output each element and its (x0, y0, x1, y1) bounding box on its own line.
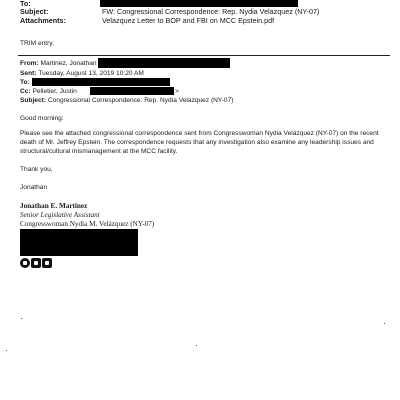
signature-name: Jonathan E. Martinez (20, 202, 88, 210)
header-divider (18, 55, 390, 56)
forward-note: TRIM entry. (20, 40, 54, 47)
fwd-attachments-label: Attachments: (20, 16, 66, 25)
orig-from-value: Martinez, Jonathan (40, 60, 97, 67)
orig-sent-label: Sent: (20, 70, 39, 77)
orig-cc-row (20, 88, 77, 96)
redaction-from-email (98, 58, 230, 68)
orig-to-label: To: (20, 79, 30, 86)
social-icons (20, 258, 52, 268)
orig-cc-label: Cc: (20, 88, 33, 95)
scan-speck (196, 345, 197, 346)
orig-subject-label: Subject: (20, 97, 48, 104)
orig-from-label: From: (20, 60, 41, 67)
closing: Thank you, (20, 166, 53, 173)
scan-speck (384, 323, 385, 324)
fwd-to-label: To: (20, 0, 31, 8)
scan-speck (21, 318, 22, 319)
instagram-icon[interactable] (20, 258, 30, 268)
orig-from-row (20, 60, 97, 68)
attachment-link[interactable]: Velazquez Letter to BOP and FBI on MCC Epstein.pdf (102, 16, 275, 25)
orig-subject-value: Congressional Correspondence: Rep. Nydia Velazquez (NY-07) (47, 97, 234, 104)
signature-title: Senior Legislative Assistant (20, 211, 100, 219)
body-paragraph: Please see the attached congressional correspondence sent from Congresswoman Nydia Velázquez (NY-07) on the recent death of Mr. Jeffrey Epstein. The correspondence requests that any investigation also examine any leadership issues and structural/cultural mismanagement at the MCC facility. (20, 130, 379, 156)
orig-subject-row (20, 97, 233, 105)
redaction-fwd-to (100, 0, 298, 7)
signoff: Jonathan (20, 184, 48, 191)
orig-cc-trailing: > (175, 88, 179, 95)
orig-cc-value: Pelletier, Justin (32, 88, 77, 95)
youtube-icon[interactable] (42, 258, 52, 268)
twitter-icon[interactable] (31, 258, 41, 268)
orig-sent-value: Tuesday, August 13, 2019 10:20 AM (38, 70, 144, 77)
redaction-signature-contact (20, 229, 138, 256)
fwd-subject-label: Subject: (20, 7, 49, 16)
orig-to-row (20, 79, 30, 87)
redaction-orig-to (32, 78, 170, 86)
greeting: Good morning: (20, 115, 64, 122)
fwd-subject-value: FW: Congressional Correspondence: Rep. Nydia Velazquez (NY-07) (102, 7, 320, 16)
orig-sent-row (20, 70, 144, 78)
scan-speck (6, 350, 7, 351)
redaction-cc-email (90, 87, 174, 95)
signature-office: Congresswoman Nydia M. Velázquez (NY-07) (20, 220, 155, 228)
